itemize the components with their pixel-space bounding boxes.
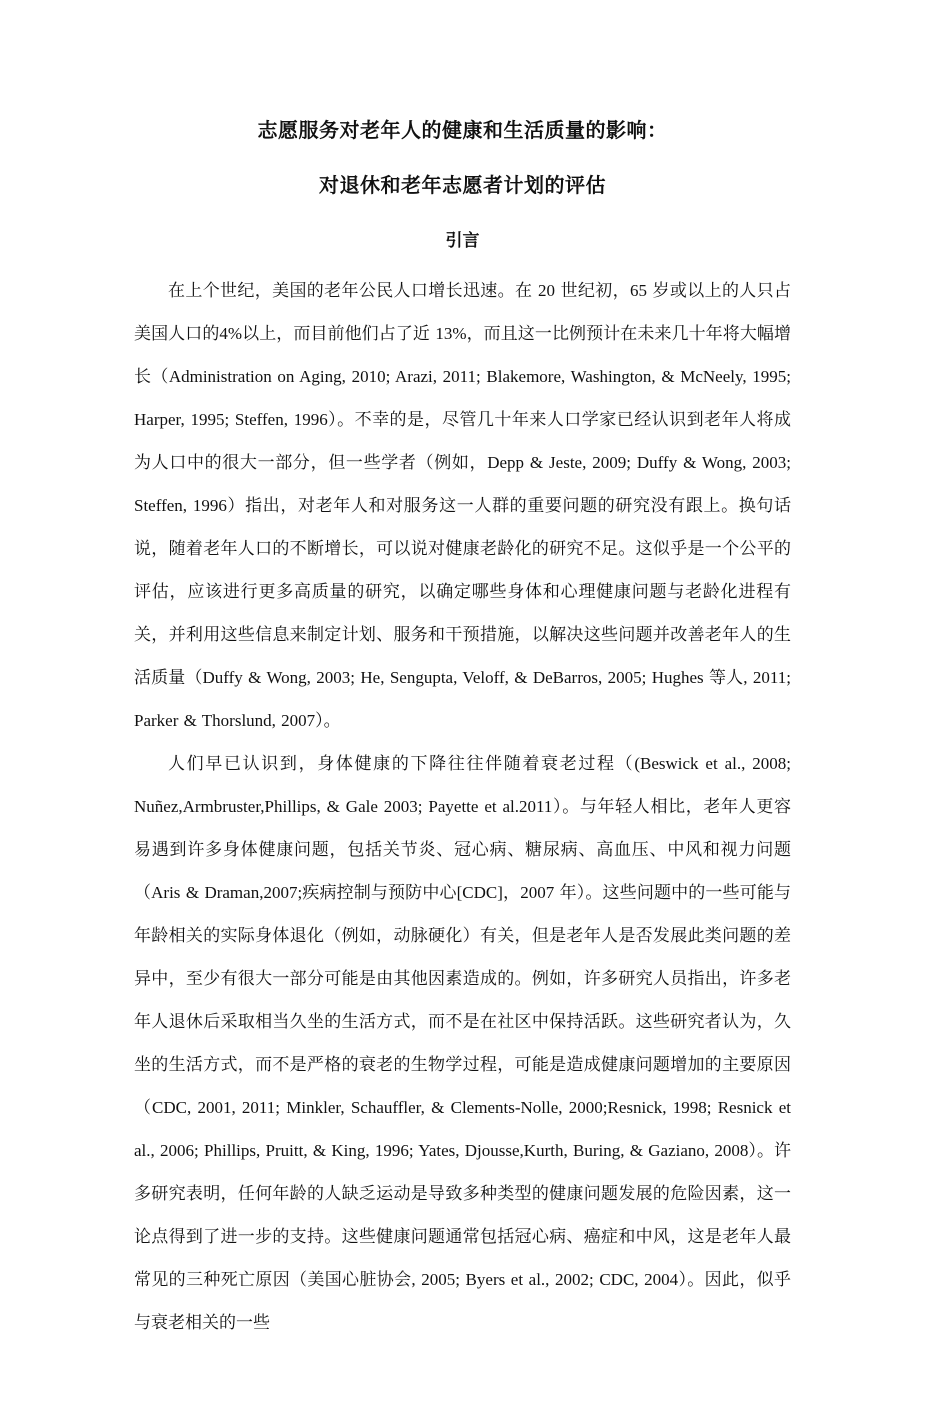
document-title-line-1: 志愿服务对老年人的健康和生活质量的影响： [257,120,668,142]
paragraph-1: 在上个世纪，美国的老年公民人口增长迅速。在 20 世纪初，65 岁或以上的人只占美国人口的4%以上，而目前他们占了近 13%，而且这一比例预计在未来几十年将大幅增长（Administration on Aging, 2010; Arazi, 2011; Blakemore, Washington, & McNeely, 1995; Harper, 1995; Steffen, 1996）。不幸的是，尽管几十年来人口学家已经认识到老年人将成为人口中的很大一部分，但一些学者（例如，Depp & Jeste, 2009; Duffy & Wong, 2003; Steffen, 1996）指出，对老年人和对服务这一人群的重要问题的研究没有跟上。换句话说，随着老年人口的不断增长，可以说对健康老龄化的研究不足。这似乎是一个公平的评估，应该进行更多高质量的研究，以确定哪些身体和心理健康问题与老龄化进程有关，并利用这些信息来制定计划、服务和干预措施，以解决这些问题并改善老年人的生活质量（Duffy & Wong, 2003; He, Sengupta, Veloff, & DeBarros, 2005; Hughes 等人, 2011; Parker & Thorslund, 2007）。 [134,281,791,730]
paragraph-2: 人们早已认识到，身体健康的下降往往伴随着衰老过程（(Beswick et al., 2008; Nuñez,Armbruster,Phillips, & Gale 2003; Payette et al.2011）。与年轻人相比，老年人更容易遇到许多身体健康问题，包括关节炎、冠心病、糖尿病、高血压、中风和视力问题（Aris & Draman,2007;疾病控制与预防中心[CDC]，2007 年）。这些问题中的一些可能与年龄相关的实际身体退化（例如，动脉硬化）有关，但是老年人是否发展此类问题的差异中，至少有很大一部分可能是由其他因素造成的。例如，许多研究人员指出，许多老年人退休后采取相当久坐的生活方式，而不是在社区中保持活跃。这些研究者认为，久坐的生活方式，而不是严格的衰老的生物学过程，可能是造成健康问题增加的主要原因（CDC, 2001, 2011; Minkler, Schauffler, & Clements-Nolle, 2000;Resnick, 1998; Resnick et al., 2006; Phillips, Pruitt, & King, 1996; Yates, Djousse,Kurth, Buring, & Gaziano, 2008）。许多研究表明，任何年龄的人缺乏运动是导致多种类型的健康问题发展的危险因素，这一论点得到了进一步的支持。这些健康问题通常包括冠心病、癌症和中风，这是老年人最常见的三种死亡原因（美国心脏协会, 2005; Byers et al., 2002; CDC, 2004）。因此，似乎与衰老相关的一些 [134,754,791,1332]
section-heading-introduction: 引言 [445,231,480,250]
document-title-line-2: 对退休和老年志愿者计划的评估 [319,175,606,197]
document-title [134,118,791,200]
